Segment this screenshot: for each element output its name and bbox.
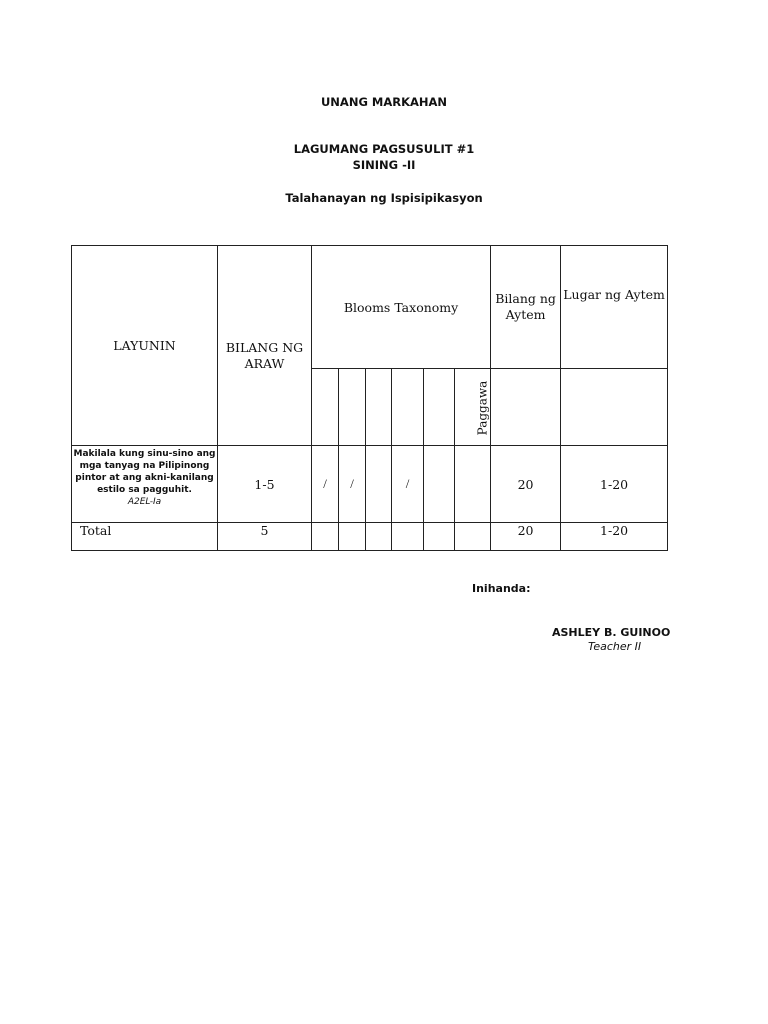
lugar-ng-aytem-sub <box>561 369 668 446</box>
bilang-ng-araw-header: BILANG NG ARAW <box>218 246 312 446</box>
total-empty-3 <box>366 523 392 551</box>
lugar-ng-aytem-header: Lugar ng Aytem <box>561 246 668 369</box>
total-empty-1 <box>312 523 339 551</box>
total-empty-4 <box>392 523 424 551</box>
mark-cell-6 <box>455 446 491 523</box>
table-row <box>72 446 668 523</box>
total-araw: 5 <box>218 523 312 551</box>
blooms-taxonomy-header: Blooms Taxonomy <box>312 246 491 369</box>
total-aytem: 20 <box>491 523 561 551</box>
mark-cell-1: / <box>312 446 339 523</box>
mark-cell-3 <box>366 446 392 523</box>
table-title: Talahanayan ng Ispisipikasyon <box>285 191 483 205</box>
test-title: LAGUMANG PAGSUSULIT #1 <box>293 142 475 156</box>
aytem-cell: 20 <box>491 446 561 523</box>
total-empty-6 <box>455 523 491 551</box>
subject-title: SINING -II <box>352 158 416 172</box>
teacher-name: ASHLEY B. GUINOO <box>552 626 671 639</box>
blooms-level-1 <box>312 369 339 446</box>
quarter-heading: UNANG MARKAHAN <box>320 95 448 109</box>
competency-code: A2EL-Ia <box>127 497 162 507</box>
prepared-by-label: Inihanda: <box>472 582 531 595</box>
total-empty-5 <box>424 523 455 551</box>
blooms-level-5 <box>424 369 455 446</box>
bilang-ng-aytem-sub <box>491 369 561 446</box>
blooms-level-4 <box>392 369 424 446</box>
total-empty-2 <box>339 523 366 551</box>
mark-cell-4: / <box>392 446 424 523</box>
specification-table <box>71 245 668 551</box>
mark-cell-5 <box>424 446 455 523</box>
blooms-level-2 <box>339 369 366 446</box>
total-label: Total <box>72 523 218 551</box>
objective-cell: Makilala kung sinu-sino ang mga tanyag na Pilipinong pintor at ang akni-kanilang estilo sa pagguhit. A2EL-Ia <box>72 446 218 523</box>
total-row <box>72 523 668 551</box>
blooms-level-paggawa: Paggawa <box>455 369 491 446</box>
araw-cell: 1-5 <box>218 446 312 523</box>
total-lugar: 1-20 <box>561 523 668 551</box>
teacher-position: Teacher II <box>588 640 642 653</box>
blooms-level-3 <box>366 369 392 446</box>
layunin-header: LAYUNIN <box>72 246 218 446</box>
lugar-cell: 1-20 <box>561 446 668 523</box>
bilang-ng-aytem-header: Bilang ng Aytem <box>491 246 561 369</box>
mark-cell-2: / <box>339 446 366 523</box>
